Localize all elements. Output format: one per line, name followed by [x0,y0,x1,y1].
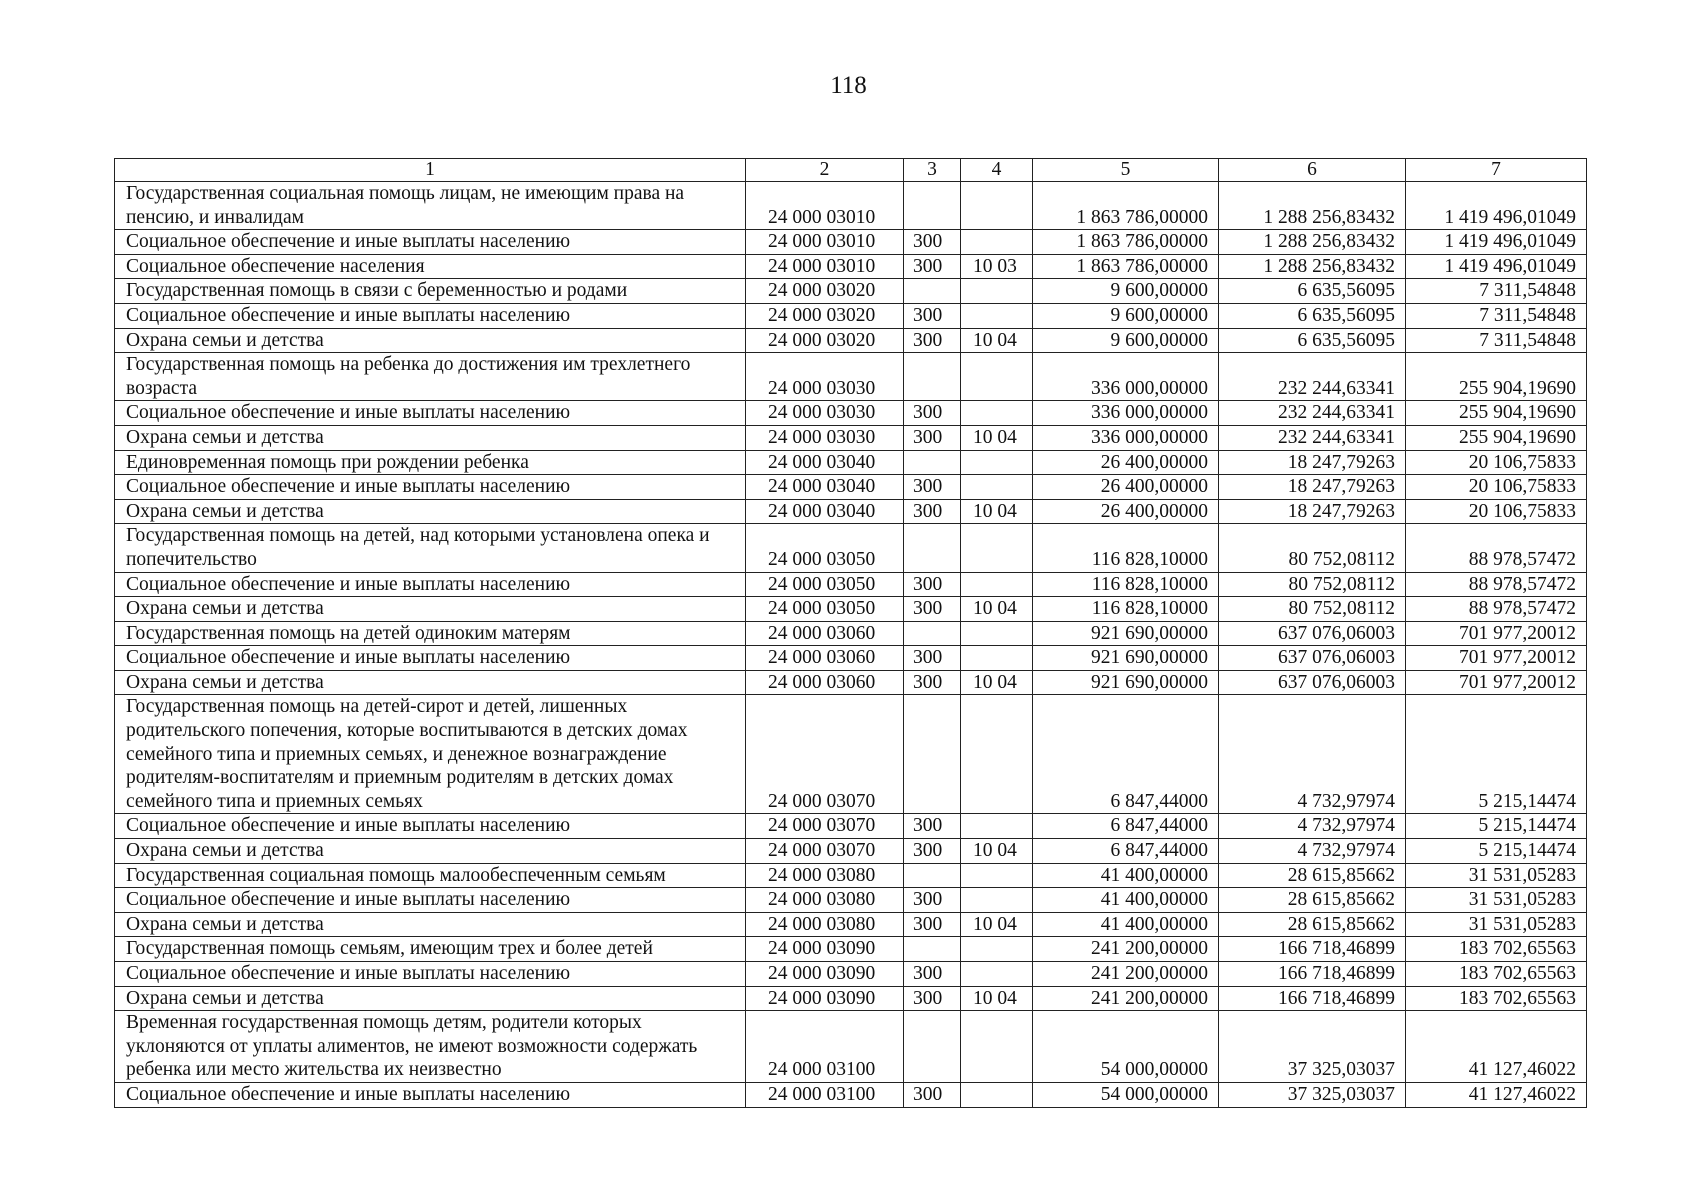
expense-type-code [904,182,961,230]
table-row [115,912,1587,937]
expense-type-code [904,353,961,401]
amount-col5: 6 847,44000 [1033,814,1219,839]
target-article-code: 24 000 03100 [746,1082,904,1107]
amount-col5: 41 400,00000 [1033,912,1219,937]
amount-col5: 1 863 786,00000 [1033,230,1219,255]
item-name: Охрана семьи и детства [115,499,746,524]
amount-col5: 241 200,00000 [1033,937,1219,962]
target-article-code: 24 000 03060 [746,670,904,695]
amount-col6: 4 732,97974 [1219,839,1406,864]
item-name: Социальное обеспечение и иные выплаты населению [115,572,746,597]
amount-col6: 6 635,56095 [1219,303,1406,328]
amount-col6: 166 718,46899 [1219,986,1406,1011]
section-code: 10 04 [961,912,1033,937]
amount-col5: 921 690,00000 [1033,670,1219,695]
table-row [115,572,1587,597]
amount-col6: 637 076,06003 [1219,646,1406,671]
section-code: 10 04 [961,425,1033,450]
amount-col7: 20 106,75833 [1406,475,1587,500]
section-code: 10 03 [961,254,1033,279]
item-name: Государственная помощь на ребенка до достижения им трехлетнего возраста [115,353,746,401]
section-code: 10 04 [961,597,1033,622]
item-name: Государственная социальная помощь лицам, не имеющим права на пенсию, и инвалидам [115,182,746,230]
table-row [115,962,1587,987]
item-name: Социальное обеспечение и иные выплаты населению [115,814,746,839]
amount-col6: 166 718,46899 [1219,962,1406,987]
amount-col5: 1 863 786,00000 [1033,254,1219,279]
amount-col5: 921 690,00000 [1033,646,1219,671]
amount-col6: 18 247,79263 [1219,499,1406,524]
amount-col6: 1 288 256,83432 [1219,230,1406,255]
target-article-code: 24 000 03050 [746,524,904,572]
amount-col7: 255 904,19690 [1406,353,1587,401]
table-row [115,425,1587,450]
section-code [961,863,1033,888]
amount-col5: 41 400,00000 [1033,888,1219,913]
amount-col7: 183 702,65563 [1406,962,1587,987]
section-code [961,937,1033,962]
amount-col7: 41 127,46022 [1406,1082,1587,1107]
column-header-3: 3 [904,159,961,182]
expense-type-code [904,524,961,572]
amount-col7: 1 419 496,01049 [1406,230,1587,255]
amount-col7: 701 977,20012 [1406,621,1587,646]
table-row [115,475,1587,500]
amount-col6: 80 752,08112 [1219,597,1406,622]
target-article-code: 24 000 03080 [746,912,904,937]
target-article-code: 24 000 03020 [746,303,904,328]
section-code [961,621,1033,646]
target-article-code: 24 000 03050 [746,572,904,597]
item-name: Государственная помощь на детей-сирот и детей, лишенных родительского попечения, которые воспитываются в детских домах семейного типа и приемных семьях, и денежное вознаграждение родителям-воспитателям и приемным родителям в детских домах семейного типа и приемных семьях [115,695,746,814]
table-row [115,524,1587,572]
amount-col6: 166 718,46899 [1219,937,1406,962]
table-row [115,814,1587,839]
table-row [115,303,1587,328]
item-name: Государственная социальная помощь малообеспеченным семьям [115,863,746,888]
expense-type-code: 300 [904,597,961,622]
amount-col7: 88 978,57472 [1406,524,1587,572]
amount-col7: 1 419 496,01049 [1406,182,1587,230]
amount-col7: 183 702,65563 [1406,937,1587,962]
amount-col6: 4 732,97974 [1219,814,1406,839]
table-row [115,499,1587,524]
item-name: Единовременная помощь при рождении ребенка [115,450,746,475]
column-header-6: 6 [1219,159,1406,182]
column-header-1: 1 [115,159,746,182]
target-article-code: 24 000 03070 [746,839,904,864]
item-name: Временная государственная помощь детям, родители которых уклоняются от уплаты алиментов, не имеют возможности содержать ребенка или место жительства их неизвестно [115,1011,746,1083]
amount-col5: 241 200,00000 [1033,962,1219,987]
item-name: Охрана семьи и детства [115,425,746,450]
table-row [115,937,1587,962]
expense-type-code: 300 [904,425,961,450]
amount-col5: 54 000,00000 [1033,1011,1219,1083]
section-code [961,962,1033,987]
section-code [961,814,1033,839]
table-row [115,621,1587,646]
table-row [115,450,1587,475]
amount-col5: 336 000,00000 [1033,401,1219,426]
amount-col5: 9 600,00000 [1033,328,1219,353]
amount-col5: 9 600,00000 [1033,303,1219,328]
section-code [961,888,1033,913]
item-name: Государственная помощь в связи с беременностью и родами [115,279,746,304]
section-code [961,695,1033,814]
amount-col6: 1 288 256,83432 [1219,254,1406,279]
amount-col5: 41 400,00000 [1033,863,1219,888]
table-row [115,328,1587,353]
amount-col7: 31 531,05283 [1406,863,1587,888]
expense-type-code: 300 [904,572,961,597]
expense-type-code: 300 [904,888,961,913]
target-article-code: 24 000 03010 [746,182,904,230]
table-row [115,353,1587,401]
expense-type-code: 300 [904,401,961,426]
amount-col5: 921 690,00000 [1033,621,1219,646]
target-article-code: 24 000 03060 [746,621,904,646]
amount-col5: 116 828,10000 [1033,572,1219,597]
table-row [115,279,1587,304]
amount-col7: 5 215,14474 [1406,839,1587,864]
amount-col6: 80 752,08112 [1219,524,1406,572]
amount-col7: 701 977,20012 [1406,670,1587,695]
amount-col5: 6 847,44000 [1033,695,1219,814]
amount-col6: 6 635,56095 [1219,328,1406,353]
target-article-code: 24 000 03070 [746,814,904,839]
amount-col7: 5 215,14474 [1406,814,1587,839]
section-code [961,230,1033,255]
section-code [961,572,1033,597]
amount-col6: 4 732,97974 [1219,695,1406,814]
target-article-code: 24 000 03100 [746,1011,904,1083]
target-article-code: 24 000 03090 [746,937,904,962]
table-body [115,182,1587,1108]
section-code [961,646,1033,671]
amount-col6: 232 244,63341 [1219,401,1406,426]
amount-col5: 9 600,00000 [1033,279,1219,304]
item-name: Социальное обеспечение и иные выплаты населению [115,230,746,255]
amount-col6: 80 752,08112 [1219,572,1406,597]
amount-col5: 336 000,00000 [1033,425,1219,450]
target-article-code: 24 000 03040 [746,499,904,524]
section-code [961,1011,1033,1083]
section-code [961,1082,1033,1107]
section-code [961,450,1033,475]
amount-col7: 1 419 496,01049 [1406,254,1587,279]
item-name: Государственная помощь семьям, имеющим трех и более детей [115,937,746,962]
amount-col6: 18 247,79263 [1219,450,1406,475]
item-name: Охрана семьи и детства [115,670,746,695]
section-code [961,401,1033,426]
item-name: Государственная помощь на детей одиноким матерям [115,621,746,646]
expense-type-code: 300 [904,499,961,524]
amount-col7: 5 215,14474 [1406,695,1587,814]
section-code: 10 04 [961,328,1033,353]
amount-col7: 701 977,20012 [1406,646,1587,671]
amount-col5: 54 000,00000 [1033,1082,1219,1107]
amount-col7: 31 531,05283 [1406,912,1587,937]
column-header-2: 2 [746,159,904,182]
item-name: Социальное обеспечение и иные выплаты населению [115,475,746,500]
expense-type-code: 300 [904,962,961,987]
table-row [115,1011,1587,1083]
amount-col6: 637 076,06003 [1219,621,1406,646]
item-name: Социальное обеспечение и иные выплаты населению [115,962,746,987]
amount-col5: 26 400,00000 [1033,475,1219,500]
amount-col6: 1 288 256,83432 [1219,182,1406,230]
table-row [115,254,1587,279]
item-name: Охрана семьи и детства [115,597,746,622]
amount-col5: 26 400,00000 [1033,499,1219,524]
expense-type-code: 300 [904,230,961,255]
target-article-code: 24 000 03030 [746,353,904,401]
section-code [961,475,1033,500]
item-name: Социальное обеспечение и иные выплаты населению [115,303,746,328]
target-article-code: 24 000 03010 [746,254,904,279]
target-article-code: 24 000 03020 [746,328,904,353]
expense-type-code [904,695,961,814]
item-name: Государственная помощь на детей, над которыми установлена опека и попечительство [115,524,746,572]
budget-table [114,158,1587,1108]
target-article-code: 24 000 03010 [746,230,904,255]
expense-type-code: 300 [904,912,961,937]
target-article-code: 24 000 03060 [746,646,904,671]
expense-type-code: 300 [904,1082,961,1107]
target-article-code: 24 000 03090 [746,962,904,987]
section-code [961,182,1033,230]
amount-col6: 637 076,06003 [1219,670,1406,695]
amount-col7: 255 904,19690 [1406,401,1587,426]
item-name: Социальное обеспечение и иные выплаты населению [115,888,746,913]
column-header-4: 4 [961,159,1033,182]
expense-type-code [904,937,961,962]
expense-type-code: 300 [904,254,961,279]
expense-type-code [904,1011,961,1083]
section-code: 10 04 [961,499,1033,524]
column-header-5: 5 [1033,159,1219,182]
expense-type-code [904,621,961,646]
section-code [961,279,1033,304]
item-name: Социальное обеспечение населения [115,254,746,279]
section-code [961,303,1033,328]
item-name: Охрана семьи и детства [115,328,746,353]
table-row [115,1082,1587,1107]
amount-col6: 232 244,63341 [1219,353,1406,401]
amount-col7: 183 702,65563 [1406,986,1587,1011]
expense-type-code: 300 [904,839,961,864]
amount-col5: 26 400,00000 [1033,450,1219,475]
target-article-code: 24 000 03050 [746,597,904,622]
expense-type-code: 300 [904,814,961,839]
amount-col7: 255 904,19690 [1406,425,1587,450]
table-row [115,401,1587,426]
amount-col7: 41 127,46022 [1406,1011,1587,1083]
page-number: 118 [830,72,867,99]
item-name: Охрана семьи и детства [115,912,746,937]
amount-col5: 6 847,44000 [1033,839,1219,864]
target-article-code: 24 000 03070 [746,695,904,814]
amount-col7: 88 978,57472 [1406,597,1587,622]
item-name: Охрана семьи и детства [115,839,746,864]
table-row [115,863,1587,888]
expense-type-code: 300 [904,670,961,695]
amount-col5: 116 828,10000 [1033,597,1219,622]
amount-col7: 7 311,54848 [1406,303,1587,328]
table-row [115,839,1587,864]
amount-col6: 232 244,63341 [1219,425,1406,450]
table-row [115,888,1587,913]
column-header-7: 7 [1406,159,1587,182]
amount-col6: 37 325,03037 [1219,1082,1406,1107]
target-article-code: 24 000 03030 [746,425,904,450]
target-article-code: 24 000 03020 [746,279,904,304]
expense-type-code [904,450,961,475]
amount-col7: 7 311,54848 [1406,279,1587,304]
target-article-code: 24 000 03040 [746,475,904,500]
expense-type-code: 300 [904,475,961,500]
item-name: Социальное обеспечение и иные выплаты населению [115,646,746,671]
amount-col6: 6 635,56095 [1219,279,1406,304]
section-code: 10 04 [961,839,1033,864]
amount-col5: 1 863 786,00000 [1033,182,1219,230]
amount-col6: 18 247,79263 [1219,475,1406,500]
amount-col7: 20 106,75833 [1406,499,1587,524]
table-row [115,182,1587,230]
target-article-code: 24 000 03040 [746,450,904,475]
expense-type-code: 300 [904,646,961,671]
target-article-code: 24 000 03030 [746,401,904,426]
table-row [115,670,1587,695]
amount-col7: 7 311,54848 [1406,328,1587,353]
expense-type-code: 300 [904,986,961,1011]
table-row [115,646,1587,671]
amount-col6: 28 615,85662 [1219,888,1406,913]
section-code: 10 04 [961,670,1033,695]
target-article-code: 24 000 03080 [746,888,904,913]
table-row [115,230,1587,255]
amount-col5: 241 200,00000 [1033,986,1219,1011]
table-row [115,597,1587,622]
table-row [115,986,1587,1011]
amount-col5: 116 828,10000 [1033,524,1219,572]
section-code [961,353,1033,401]
table-row [115,695,1587,814]
item-name: Социальное обеспечение и иные выплаты населению [115,401,746,426]
amount-col6: 37 325,03037 [1219,1011,1406,1083]
amount-col6: 28 615,85662 [1219,863,1406,888]
item-name: Социальное обеспечение и иные выплаты населению [115,1082,746,1107]
amount-col6: 28 615,85662 [1219,912,1406,937]
target-article-code: 24 000 03090 [746,986,904,1011]
section-code [961,524,1033,572]
expense-type-code [904,279,961,304]
header-row [115,159,1587,182]
amount-col7: 88 978,57472 [1406,572,1587,597]
target-article-code: 24 000 03080 [746,863,904,888]
amount-col7: 20 106,75833 [1406,450,1587,475]
expense-type-code: 300 [904,328,961,353]
section-code: 10 04 [961,986,1033,1011]
expense-type-code [904,863,961,888]
amount-col7: 31 531,05283 [1406,888,1587,913]
item-name: Охрана семьи и детства [115,986,746,1011]
amount-col5: 336 000,00000 [1033,353,1219,401]
expense-type-code: 300 [904,303,961,328]
